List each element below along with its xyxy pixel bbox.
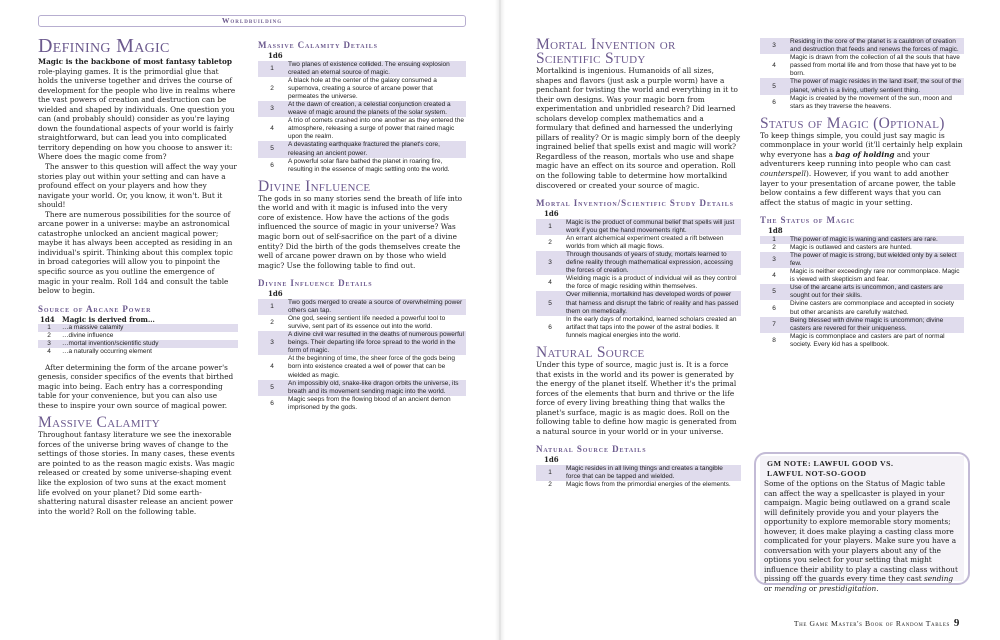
table-title-calamity: Massive Calamity Details xyxy=(258,40,378,50)
paragraph: The gods in so many stories send the breath of life into the world and with it magic is infused into the very core of existence. How have the actions of the gods influenced the source of magic in your universe? Was magic born out of self-sacrifice on the part of a divine entity? Did the birth of the gods themselves create the well of arcane power drawn on by those who wield magic? Use the following table to find out. xyxy=(258,193,463,270)
intro-paragraph xyxy=(38,57,238,162)
text-run: or xyxy=(806,584,820,594)
table-row xyxy=(258,299,466,315)
row-text: Magic flows from the primordial energies of the elements. xyxy=(566,481,731,489)
book-title: The Game Master's Book of Random Tables xyxy=(793,619,950,628)
row-number: 4 xyxy=(772,62,776,70)
intro-rest: role-playing games. It is the primordial glue that holds the universe together and drives the course of development for the people who live in realms where the vast powers of creation and destruction can be wielded and shaped by individuals. One question you can (and probably should) consider as you're laying down the foundational aspects of your world is fairly straightforward, but can lead you into complicated territory depending on how you choose to answer it: Where does the magic come from? xyxy=(38,66,236,162)
row-text: …a massive calamity xyxy=(60,324,238,332)
row-number: 4 xyxy=(548,279,552,287)
row-number: 5 xyxy=(760,78,788,94)
row-text: Wielding magic is a product of individual will as they control the force of magic residing within themselves. xyxy=(566,275,737,291)
table-row xyxy=(38,348,238,356)
row-text: Magic is created by the movement of the sun, moon and stars as they traverse the heavens. xyxy=(790,94,952,110)
row-number: 7 xyxy=(760,317,788,333)
row-number: 4 xyxy=(270,363,274,371)
row-text: Being blessed with divine magic is uncommon; divine casters are revered for their uniqueness. xyxy=(788,317,964,333)
row-number: 5 xyxy=(536,291,564,315)
table-col-header: Magic is derived from… xyxy=(62,314,155,324)
table-row xyxy=(536,316,741,340)
row-text: Magic is drawn from the collection of all the souls that have passed from mortal life and from those that have yet to be born. xyxy=(790,54,960,78)
section-title-divine-influence: Divine Influence xyxy=(258,177,371,195)
row-text: Use of the arcane arts is uncommon, and casters are sought out for their skills. xyxy=(788,284,964,300)
row-text: A devastating earthquake fractured the planet's core, releasing an ancient power. xyxy=(286,141,466,157)
table-row xyxy=(258,117,466,141)
table-row xyxy=(760,252,964,268)
table-title-mortal: Mortal Invention/Scientific Study Details xyxy=(536,198,734,209)
paragraph: Mortalkind is ingenious. Humanoids of all sizes, shapes and flavors (just ask a purple worm) have a penchant for twisting the world and everything in it to their own designs. Was your magic born from experimentation and unbridled research? Did learned scholars develop complex mathematics and a formulary that defined and harnessed the underlying pillars of reality? Or is magic simply born of the deeply ingrained belief that spells exist and magic will work? Regardless of the reason, mortals who use and shape magic have an effect on its source and operation. Roll on the following table to determine how mortalkind discovered or created your source of magic. xyxy=(536,66,741,190)
table-die: 1d6 xyxy=(544,209,559,219)
row-text: Magic is the product of communal belief that spells will just work if you get the hand movements right. xyxy=(564,219,741,235)
row-number: 1 xyxy=(258,61,286,77)
table-row xyxy=(760,333,964,349)
row-number: 4 xyxy=(47,348,51,356)
table-row xyxy=(258,396,466,412)
spell-name: sending xyxy=(923,574,954,584)
row-number: 3 xyxy=(38,340,60,348)
row-number: 5 xyxy=(258,141,286,157)
table-row xyxy=(536,251,741,275)
status-table xyxy=(760,226,964,349)
table-row xyxy=(536,291,741,315)
table-row xyxy=(258,141,466,157)
row-number: 1 xyxy=(258,299,286,315)
row-number: 2 xyxy=(270,318,274,326)
row-number: 3 xyxy=(258,101,286,117)
row-number: 2 xyxy=(772,243,776,251)
text-run: To keep things simple, you could just say magic is commonplace in your world (it'll certainly help explain why everyone has a xyxy=(760,130,963,159)
row-text: …mortal invention/scientific study xyxy=(60,340,238,348)
row-text: One god, seeing sentient life needed a powerful tool to survive, sent part of its essence out into the world. xyxy=(288,314,446,330)
mortal-table xyxy=(536,209,741,340)
row-text: Magic seeps from the flowing blood of an ancient demon imprisoned by the gods. xyxy=(288,395,451,411)
row-text: The power of magic is strong, but wielded only by a select few. xyxy=(788,252,964,268)
table-row xyxy=(38,332,238,340)
calamity-table xyxy=(258,51,466,174)
table-row xyxy=(38,340,238,348)
table-row xyxy=(258,315,466,331)
column-2 xyxy=(258,40,466,412)
table-row xyxy=(258,331,466,355)
row-number: 2 xyxy=(548,481,552,489)
table-row xyxy=(258,158,466,174)
book-spine xyxy=(495,0,505,640)
gm-note-box xyxy=(760,456,964,594)
table-row xyxy=(760,54,964,78)
table-row xyxy=(258,355,466,379)
table-row xyxy=(536,235,741,251)
gm-note-title-line: LAWFUL NOT-SO-GOOD xyxy=(767,468,867,478)
row-text: Divine casters are commonplace and accepted in society but other arcanists are carefully watched. xyxy=(790,300,955,316)
section-title-massive-calamity: Massive Calamity xyxy=(38,414,161,432)
row-text: At the beginning of time, the sheer force of the gods being born into existence created a well of power that can be wielded as magic. xyxy=(288,355,455,379)
row-number: 3 xyxy=(760,38,788,54)
text-run: . xyxy=(876,584,879,594)
intro-lead: Magic is the backbone of most fantasy tabletop xyxy=(38,57,232,66)
table-row xyxy=(258,77,466,101)
row-text: Magic is outlawed and casters are hunted. xyxy=(790,243,912,251)
row-text: A divine civil war resulted in the deaths of numerous powerful beings. Their departing life force spread to the world in the form of magic. xyxy=(286,331,466,355)
divine-table xyxy=(258,289,466,412)
row-text: Magic resides in all living things and creates a tangible force that can be tapped and wielded. xyxy=(564,465,741,481)
section-header-label: Worldbuilding xyxy=(221,16,283,25)
row-text: Over millennia, mortalkind has developed words of power that harness and disrupt the fabric of reality and has passed them on memetically. xyxy=(564,291,741,315)
row-text: Two planes of existence collided. The ensuing explosion created an eternal source of magic. xyxy=(286,61,466,77)
table-row xyxy=(536,465,741,481)
paragraph: Throughout fantasy literature we see the inexorable forces of the universe bring waves of change to the settings of those stories. In many cases, these events are pointed to as the reason magic exists. Was magic released or created by some universe-shaping event like the explosion of two suns at the exact moment life evolved on your planet? Did some earth-shattering natural disaster release an ancient power into the world? Roll on the following table. xyxy=(38,430,235,516)
row-number: 4 xyxy=(270,125,274,133)
table-row xyxy=(760,236,964,244)
table-title-source: Source of Arcane Power xyxy=(38,303,152,314)
section-title-mortal-invention: Mortal Invention or Scientific Study xyxy=(536,36,676,67)
natural-table xyxy=(536,455,741,489)
row-number: 1 xyxy=(38,324,60,332)
spell-name: bag of holding xyxy=(835,149,895,159)
table-die: 1d6 xyxy=(268,289,283,299)
table-die: 1d6 xyxy=(268,51,283,60)
spell-name: counterspell xyxy=(760,169,807,179)
gm-note-text xyxy=(760,478,964,594)
table-die: 1d6 xyxy=(544,455,559,465)
section-title-defining-magic: Defining Magic xyxy=(38,35,170,57)
table-title-natural: Natural Source Details xyxy=(536,444,647,455)
row-text: An impossibly old, snake-like dragon orbits the universe, its breath and its movement sending magic into the world. xyxy=(286,380,466,396)
row-text: Magic is neither exceedingly rare nor commonplace. Magic is viewed with skepticism and fear. xyxy=(790,268,960,284)
row-text: The power of magic resides in the land itself, the soul of the planet, which is a living, utterly sentient thing. xyxy=(788,78,964,94)
row-number: 3 xyxy=(536,251,564,275)
row-number: 3 xyxy=(760,252,788,268)
row-text: Magic is commonplace and casters are part of normal society. Every kid has a spellbook. xyxy=(790,332,945,348)
row-number: 2 xyxy=(548,238,552,246)
table-row xyxy=(258,61,466,77)
row-number: 8 xyxy=(772,336,776,344)
table-row xyxy=(760,300,964,316)
paragraph: There are numerous possibilities for the source of arcane power in a universe: maybe an astronomical catastrophe unlocked an ancient magical power; maybe it has always been accepted as residing in an individual's spirit. Thinking about this complex topic in broad categories will allow you to pinpoint the specific source as you outline the emergence of magic in your realm. Roll 1d4 and consult the table below to begin. xyxy=(38,209,233,296)
spell-name: mending xyxy=(774,584,807,594)
section-header xyxy=(38,15,466,27)
row-text: The power of magic is waning and casters are rare. xyxy=(788,236,964,244)
row-number: 6 xyxy=(270,161,274,169)
text-run: ). However, if you want to add another layer to your presentation of arcane power, the table below contains a few different ways that you can affect the status of magic in your setting. xyxy=(760,169,956,207)
table-row xyxy=(536,219,741,235)
row-number: 3 xyxy=(258,331,286,355)
table-row xyxy=(760,317,964,333)
row-number: 6 xyxy=(772,304,776,312)
table-row xyxy=(38,324,238,332)
table-row xyxy=(258,101,466,117)
row-number: 5 xyxy=(760,284,788,300)
section-title-status-of-magic: Status of Magic (Optional) xyxy=(760,114,945,132)
spell-name: prestidigitation xyxy=(819,584,877,594)
row-number: 5 xyxy=(258,380,286,396)
row-text: An errant alchemical experiment created a rift between worlds from which all magic flows. xyxy=(566,234,724,250)
source-table xyxy=(38,315,238,357)
row-text: A powerful solar flare bathed the planet in roaring fire, resulting in the essence of magic settling onto the world. xyxy=(288,157,450,173)
gm-note-title xyxy=(760,456,964,478)
row-number: 1 xyxy=(536,219,564,235)
row-text: …a naturally occurring element xyxy=(62,348,152,356)
column-3 xyxy=(536,38,741,489)
gm-note-title-line: GM NOTE: LAWFUL GOOD VS. xyxy=(767,459,894,468)
table-row xyxy=(760,38,964,54)
row-text: Two gods merged to create a source of overwhelming power others can tap. xyxy=(286,299,466,315)
page-number: 9 xyxy=(953,617,960,629)
row-number: 6 xyxy=(772,98,776,106)
table-title-status: The Status of Magic xyxy=(760,215,856,226)
row-number: 6 xyxy=(270,399,274,407)
table-row xyxy=(760,244,964,252)
row-number: 4 xyxy=(772,272,776,280)
table-die: 1d4 xyxy=(40,314,55,324)
row-text: Through thousands of years of study, mortals learned to define reality through mathematical expression, accessing the forces of creation. xyxy=(564,251,741,275)
text-run: and your adventurers keep running into people who can cast xyxy=(760,149,951,169)
row-text: In the early days of mortalkind, learned scholars created an artifact that taps into the power of the astral bodies. It funnels magical energies into the world. xyxy=(566,315,737,339)
row-text: …divine influence xyxy=(62,332,114,340)
row-text: Residing in the core of the planet is a cauldron of creation and destruction that feeds and renews the forces of magic. xyxy=(788,38,964,54)
row-text: At the dawn of creation, a celestial conjunction created a weave of magic around the planets of the solar system. xyxy=(286,101,466,117)
column-1 xyxy=(38,35,238,516)
row-number: 1 xyxy=(760,236,788,244)
paragraph: After determining the form of the arcane power's genesis, consider specifics of the events that birthed magic into being. Each entry has a corresponding table for your convenience, but you can also use these to inspire your own source of magical power. xyxy=(38,362,234,410)
paragraph xyxy=(760,131,964,207)
table-row xyxy=(536,275,741,291)
paragraph: Under this type of source, magic just is. It is a force that exists in the world and its power is generated by the energy of the planet itself. Whether it's the primal forces of the elements that burn and thrive or the life force of every living breathing thing that walks the planet's surface, magic is as magic does. Roll on the following table to define how magic is generated from a natural source in your world or in your universe. xyxy=(536,360,737,436)
row-number: 2 xyxy=(47,332,51,340)
paragraph: The answer to this question will affect the way your stories play out within your setting and can have a profound effect on your players and how they navigate your world. Or, you know, it won't. But it should! xyxy=(38,162,237,210)
table-die: 1d8 xyxy=(768,226,783,236)
row-number: 1 xyxy=(536,465,564,481)
row-number: 6 xyxy=(548,323,552,331)
column-4 xyxy=(760,38,964,349)
table-row xyxy=(760,78,964,94)
table-row xyxy=(760,268,964,284)
text-run: or xyxy=(764,584,775,594)
table-row xyxy=(258,380,466,396)
table-row xyxy=(760,95,964,111)
row-number: 2 xyxy=(270,84,274,92)
page-footer xyxy=(794,617,960,629)
table-row xyxy=(760,284,964,300)
row-text: A trio of comets crashed into one another as they entered the atmosphere, releasing a surge of power that rained magic upon the realm. xyxy=(288,117,464,141)
table-title-divine: Divine Influence Details xyxy=(258,278,373,289)
natural-table-continued xyxy=(760,38,964,111)
text-run: Some of the options on the Status of Magic table can affect the way a spellcaster is played in your campaign. Magic being outlawed on a grand scale will definitely provide you and your players the opportunity to explore memorable story moments; however, it does make playing a casting class more complicated for your players. Make sure you have a conversation with your players about any of the options you select for your setting that might influence their ability to play a casting class without pissing off the guards every time they cast xyxy=(764,479,958,584)
table-row xyxy=(536,481,741,489)
row-text: A black hole at the center of the galaxy consumed a supernova, creating a source of arcane power that permeates the universe. xyxy=(288,76,437,100)
section-title-natural-source: Natural Source xyxy=(536,344,645,362)
